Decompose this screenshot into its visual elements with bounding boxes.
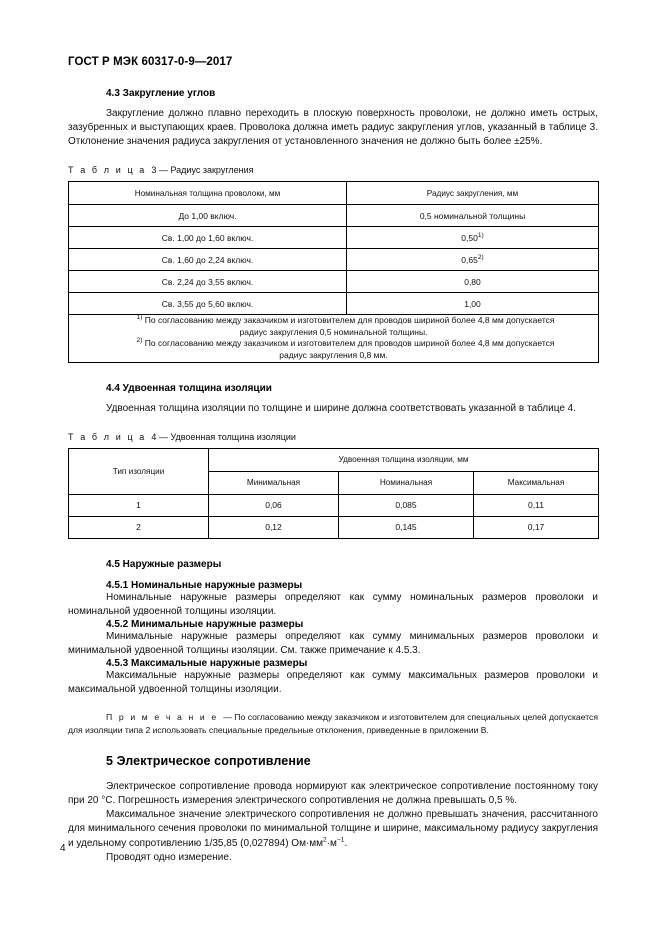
table-row: [69, 249, 599, 271]
table3-r3-c0: Св. 2,24 до 3,55 включ.: [69, 271, 347, 293]
paragraph-5-2-b: ·м: [326, 837, 337, 849]
table4-r0-c1: 0,06: [209, 494, 339, 516]
paragraph-5-2-c: .: [344, 837, 348, 849]
heading-4-5-1: 4.5.1 Номинальные наружные размеры: [106, 579, 303, 591]
table3-r4-c1: 1,00: [347, 293, 599, 315]
table4-caption-label: Т а б л и ц а: [68, 431, 147, 442]
document-header: ГОСТ Р МЭК 60317-0-9—2017: [68, 56, 233, 68]
table3-r0-c0: До 1,00 включ.: [69, 205, 347, 227]
table4-r1-c2: 0,145: [339, 516, 474, 538]
table4-subheader-min: Минимальная: [209, 471, 339, 494]
table-row: [69, 494, 599, 516]
table3-caption: [68, 165, 598, 175]
table4-header-type: Тип изоляции: [69, 448, 209, 494]
table3-caption-label: Т а б л и ц а: [68, 165, 147, 176]
heading-4-5: 4.5 Наружные размеры: [106, 558, 222, 570]
table4-r0-c0: 1: [69, 494, 209, 516]
table3-r2-c1-value: 0,65: [461, 254, 478, 265]
table4-subheader-nom: Номинальная: [339, 471, 474, 494]
paragraph-4-5-1: Номинальные наружные размеры определяют как сумму номинальных размеров проволоки и номинальной удвоенной толщины изоляции.: [68, 591, 598, 617]
table3-footnote-2-line2: радиус закругления 0,8 мм.: [279, 350, 388, 361]
table-row: [69, 227, 599, 249]
table-row: [69, 293, 599, 315]
table3-footnotes-row: [69, 315, 599, 362]
table4: [68, 448, 599, 539]
table3-r1-c1-value: 0,50: [461, 232, 478, 243]
table3-header-thickness: Номинальная толщина проволоки, мм: [69, 182, 347, 205]
page-number: 4: [60, 843, 66, 854]
paragraph-5-2: [68, 808, 598, 850]
table3-footnote-2-marker: 2): [136, 337, 143, 345]
table3-footnote-1-line1: [69, 315, 598, 327]
heading-4-5-3: 4.5.3 Максимальные наружные размеры: [106, 658, 308, 670]
table4-r0-c3: 0,11: [474, 494, 599, 516]
paragraph-4-3: Закругление должно плавно переходить в плоскую поверхность проволоки, не должно иметь острых, зазубренных и выступающих краев. Проволока должна иметь радиус закругления углов, указанный в таблице 3. Отклонение значения радиуса закругления от установленного значения не должно быть более ±25%.: [68, 108, 598, 148]
table4-subheader-max: Максимальная: [474, 471, 599, 494]
table4-r1-c1: 0,12: [209, 516, 339, 538]
table3-footnote-1-line2: радиус закругления 0,5 номинальной толщины.: [239, 326, 428, 337]
table-row: [69, 205, 599, 227]
note-label: П р и м е ч а н и е: [106, 712, 219, 723]
table3-r1-footnote-ref: 1): [477, 231, 484, 239]
table3-footnote-2-text: По согласованию между заказчиком и изготовителем для проводов шириной более 4,8 мм допускается: [144, 338, 555, 349]
table3-r1-c0: Св. 1,00 до 1,60 включ.: [69, 227, 347, 249]
table3-caption-title: — Радиус закругления: [158, 165, 254, 176]
table3-footnote-1-marker: 1): [136, 314, 143, 322]
heading-4-5-2: 4.5.2 Минимальные наружные размеры: [106, 618, 304, 630]
table4-r0-c2: 0,085: [339, 494, 474, 516]
table3-r1-c1: [347, 227, 599, 249]
table4-caption-number: 4: [151, 431, 157, 442]
table3-r2-c1: [347, 249, 599, 271]
table4-caption-title: — Удвоенная толщина изоляции: [158, 431, 296, 442]
paragraph-4-5-3: Максимальные наружные размеры определяют как сумму максимальных размеров проволоки и максимальной удвоенной толщины изоляции.: [68, 670, 598, 696]
table4-r1-c3: 0,17: [474, 516, 599, 538]
heading-4-4: 4.4 Удвоенная толщина изоляции: [106, 382, 272, 394]
table3-r3-c1: 0,80: [347, 271, 599, 293]
table3-header-radius: Радиус закругления, мм: [347, 182, 599, 205]
note-4-5-3: [68, 711, 598, 736]
table-row: [69, 516, 599, 538]
heading-4-3: 4.3 Закругление углов: [106, 88, 216, 99]
page-content: [68, 56, 598, 865]
unit-exponent-squared: 2: [323, 836, 327, 844]
table3: [68, 181, 599, 362]
table3-footnote-2-line1: [69, 338, 598, 350]
table3-header-row: [69, 182, 599, 205]
table4-header-group: Удвоенная толщина изоляции, мм: [209, 448, 599, 471]
note-text: — По согласованию между заказчиком и изготовителем для специальных целей допускается для изоляции типа 2 использовать специальные предельные отклонения, приведенные в приложении В.: [68, 712, 598, 735]
paragraph-5-2-a: Максимальное значение электрического сопротивления не должно превышать значения, рассчитанного для минимального сечения проволоки по минимальной толщине и ширине, максимальному радиусу закругления и удельному сопротивлению 1/35,85 (0,027894) Ом·мм: [68, 809, 598, 849]
table3-caption-number: 3: [151, 165, 157, 176]
paragraph-5-1: Электрическое сопротивление провода нормируют как электрическое сопротивление постоянному току при 20 °С. Погрешность измерения электрического сопротивления не должна превышать 0,5 %.: [68, 781, 598, 807]
table3-r2-footnote-ref: 2): [477, 253, 484, 261]
unit-exponent-minus-one: −1: [336, 836, 345, 844]
table3-r4-c0: Св. 3,55 до 5,60 включ.: [69, 293, 347, 315]
heading-5: 5 Электрическое сопротивление: [106, 754, 311, 769]
table4-r1-c0: 2: [69, 516, 209, 538]
paragraph-4-5-2: Минимальные наружные размеры определяют как сумму минимальных размеров проволоки и минимальной удвоенной толщины изоляции. См. также примечание к 4.5.3.: [68, 630, 598, 657]
table-row: [69, 271, 599, 293]
table4-header-row-1: [69, 448, 599, 471]
table4-caption: [68, 432, 598, 442]
paragraph-4-4: Удвоенная толщина изоляции по толщине и ширине должна соответствовать указанной в таблице 4.: [106, 402, 577, 414]
table3-footnotes: [69, 315, 599, 362]
table3-r2-c0: Св. 1,60 до 2,24 включ.: [69, 249, 347, 271]
paragraph-5-3: Проводят одно измерение.: [106, 851, 232, 863]
table3-r0-c1: 0,5 номинальной толщины: [347, 205, 599, 227]
table3-footnote-1-text: По согласованию между заказчиком и изготовителем для проводов шириной более 4,8 мм допускается: [144, 315, 555, 326]
